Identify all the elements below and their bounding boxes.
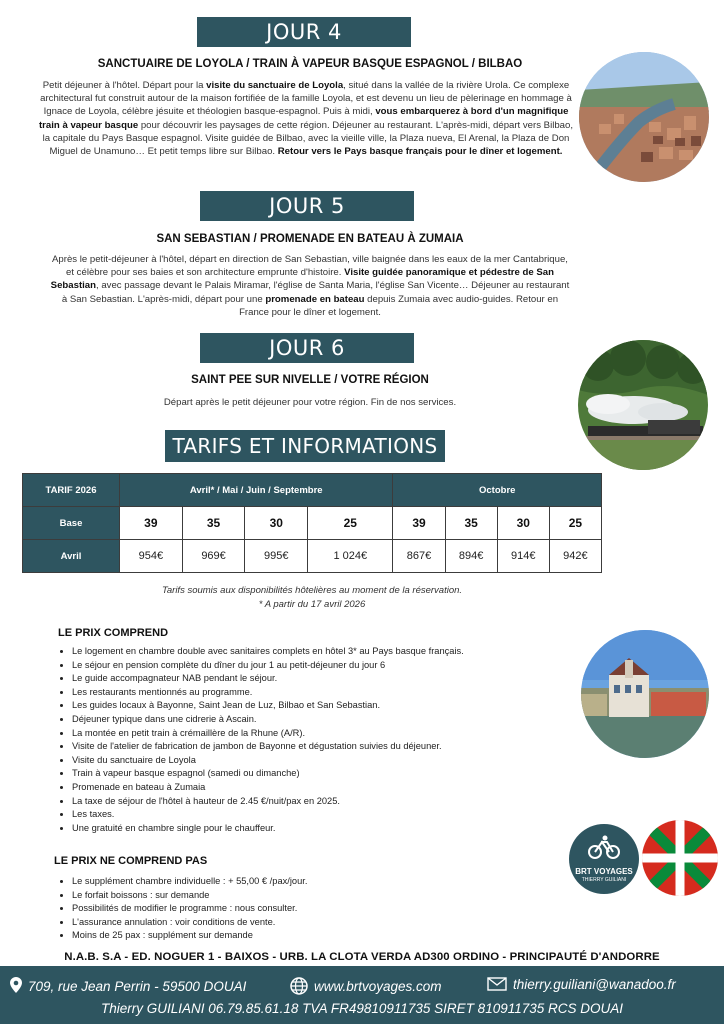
base-cell: 25 [308, 507, 393, 540]
price-cell: 894€ [445, 540, 497, 573]
list-item: • Train à vapeur basque espagnol (samedi ou dimanche) [72, 767, 552, 781]
bilbao-photo [579, 52, 709, 182]
day4-badge: JOUR 4 [197, 17, 411, 47]
list-item: • Déjeuner typique dans une cidrerie à Ascain. [72, 713, 552, 727]
list-item: • Une gratuité en chambre single pour le chauffeur. [72, 822, 552, 836]
base-cell: 39 [120, 507, 183, 540]
list-item: • Le guide accompagnateur NAB pendant le séjour. [72, 672, 552, 686]
list-item: • Visite de l'atelier de fabrication de jambon de Bayonne et dégustation suivies du déjeuner. [72, 740, 552, 754]
excludes-list [72, 875, 532, 943]
list-item: • L'assurance annulation : voir conditions de vente. [72, 916, 532, 930]
tarif-table [22, 473, 602, 573]
list-item: • Le supplément chambre individuelle : + 55,00 € /pax/jour. [72, 875, 532, 889]
day4-title: SANCTUAIRE DE LOYOLA / TRAIN À VAPEUR BASQUE ESPAGNOL / BILBAO [97, 58, 523, 70]
list-item: • La taxe de séjour de l'hôtel à hauteur de 2.45 €/nuit/pax en 2025. [72, 795, 552, 809]
row-label-base: Base [23, 507, 120, 540]
tarifs-heading: TARIFS ET INFORMATIONS [165, 430, 445, 462]
list-item: • Moins de 25 pax : supplément sur demande [72, 929, 532, 943]
base-cell: 30 [245, 507, 308, 540]
location-pin-icon [10, 977, 22, 993]
tarif-note: Tarifs soumis aux disponibilités hôtelières au moment de la réservation. [161, 585, 463, 596]
day5-description: Après le petit-déjeuner à l'hôtel, départ en direction de San Sebastian, ville baignée dans les eaux de la mer Cantabrique, et célèbre pour ses baies et son architecture emprunte d'histoire. Visite guidée panoramique et pédestre de San Sebastian, avec passage devant le Palais Miramar, l'église de Santa Maria, l'église San Vicente… Déjeuner au restaurant à San Sebastian. L'après-midi, départ pour une promenade en bateau depuis Zumaia avec audio-guides. Retour en France pour le dîner et logement. [50, 254, 570, 318]
list-item: • Promenade en bateau à Zumaia [72, 781, 552, 795]
footer-email[interactable] [487, 977, 676, 992]
list-item: • Les guides locaux à Bayonne, Saint Jean de Luz, Bilbao et San Sebastian. [72, 699, 552, 713]
list-item: • Le logement en chambre double avec sanitaires complets en hôtel 3* au Pays basque français. [72, 645, 552, 659]
list-item: • Les taxes. [72, 808, 552, 822]
day5-title: SAN SEBASTIAN / PROMENADE EN BATEAU À ZUMAIA [156, 233, 464, 245]
base-cell: 30 [497, 507, 549, 540]
day5-badge: JOUR 5 [200, 191, 414, 221]
list-item: • Les restaurants mentionnés au programme. [72, 686, 552, 700]
footer-street: 709, rue Jean Perrin - 59500 DOUAI [28, 979, 247, 994]
globe-icon [290, 977, 308, 995]
day4-description: Petit déjeuner à l'hôtel. Départ pour la visite du sanctuaire de Loyola, situé dans la vallée de la rivière Urola. Ce complexe architectural fut construit autour de la maison fortifiée de la famille Loyola, et est devenu un lieu de pèlerinage en hommage à Ignace de Loyola, célèbre jésuite et théologien basque-espagnol. Puis à midi, vous embarquerez à bord d'un magnifique train à vapeur basque pour découvrir les paysages de cette région. Déjeuner au restaurant. L'après-midi, départ vers Bilbao, la capitale du Pays Basque espagnol. Visite guidée de Bilbao, avec la vieille ville, la Plaza nueva, El Arenal, la Plaza de Don Miguel de Unamuno… Et petit temps libre sur Bilbao. Retour vers le Pays basque français pour le dîner et logement. [38, 80, 574, 158]
footer-website[interactable] [290, 977, 442, 995]
price-cell: 942€ [549, 540, 601, 573]
base-cell: 25 [549, 507, 601, 540]
footer-website-text[interactable]: www.brtvoyages.com [314, 979, 442, 994]
brt-voyages-logo [569, 824, 639, 894]
list-item: • La montée en petit train à crémaillère de la Rhune (A/R). [72, 727, 552, 741]
logo-brand: BRT VOYAGES [575, 867, 633, 876]
day6-description: Départ après le petit déjeuner pour votre région. Fin de nos services. [163, 397, 457, 408]
company-address: N.A.B. S.A - ED. NOGUER 1 - BAIXOS - URB. LA CLOTA VERDA AD300 ORDINO - PRINCIPAUTÉ D'ANDORRE [64, 951, 660, 963]
mail-icon [487, 977, 507, 991]
price-cell: 914€ [497, 540, 549, 573]
base-cell: 39 [393, 507, 445, 540]
tarif-group-spring: Avril* / Mai / Juin / Septembre [120, 474, 393, 507]
base-cell: 35 [182, 507, 245, 540]
steam-train-photo [578, 340, 708, 470]
excludes-title: LE PRIX NE COMPREND PAS [54, 855, 208, 867]
bike-icon [587, 834, 621, 860]
price-cell: 954€ [120, 540, 183, 573]
basque-flag [642, 820, 718, 896]
list-item: • Le séjour en pension complète du dîner du jour 1 au petit-déjeuner du jour 6 [72, 659, 552, 673]
includes-list [72, 645, 552, 835]
zumaia-boat-photo [581, 630, 709, 758]
tarif-group-october: Octobre [393, 474, 602, 507]
price-cell: 1 024€ [308, 540, 393, 573]
tarif-col-label: TARIF 2026 [23, 474, 120, 507]
footer-email-text[interactable]: thierry.guiliani@wanadoo.fr [513, 977, 676, 992]
footer-legal: Thierry GUILIANI 06.79.85.61.18 TVA FR49810911735 SIRET 810911735 RCS DOUAI [100, 1001, 624, 1016]
row-label-avril: Avril [23, 540, 120, 573]
includes-title: LE PRIX COMPREND [58, 627, 169, 639]
day6-title: SAINT PEE SUR NIVELLE / VOTRE RÉGION [191, 374, 429, 386]
base-cell: 35 [445, 507, 497, 540]
footer [0, 966, 724, 1024]
price-cell: 995€ [245, 540, 308, 573]
price-cell: 867€ [393, 540, 445, 573]
list-item: • Le forfait boissons : sur demande [72, 889, 532, 903]
list-item: • Possibilités de modifier le programme : nous consulter. [72, 902, 532, 916]
price-cell: 969€ [182, 540, 245, 573]
logo-subtitle: THIERRY GUILIANI [581, 877, 627, 883]
day6-badge: JOUR 6 [200, 333, 414, 363]
tarif-note-date: * A partir du 17 avril 2026 [258, 599, 366, 610]
list-item: • Visite du sanctuaire de Loyola [72, 754, 552, 768]
footer-address [10, 977, 246, 994]
